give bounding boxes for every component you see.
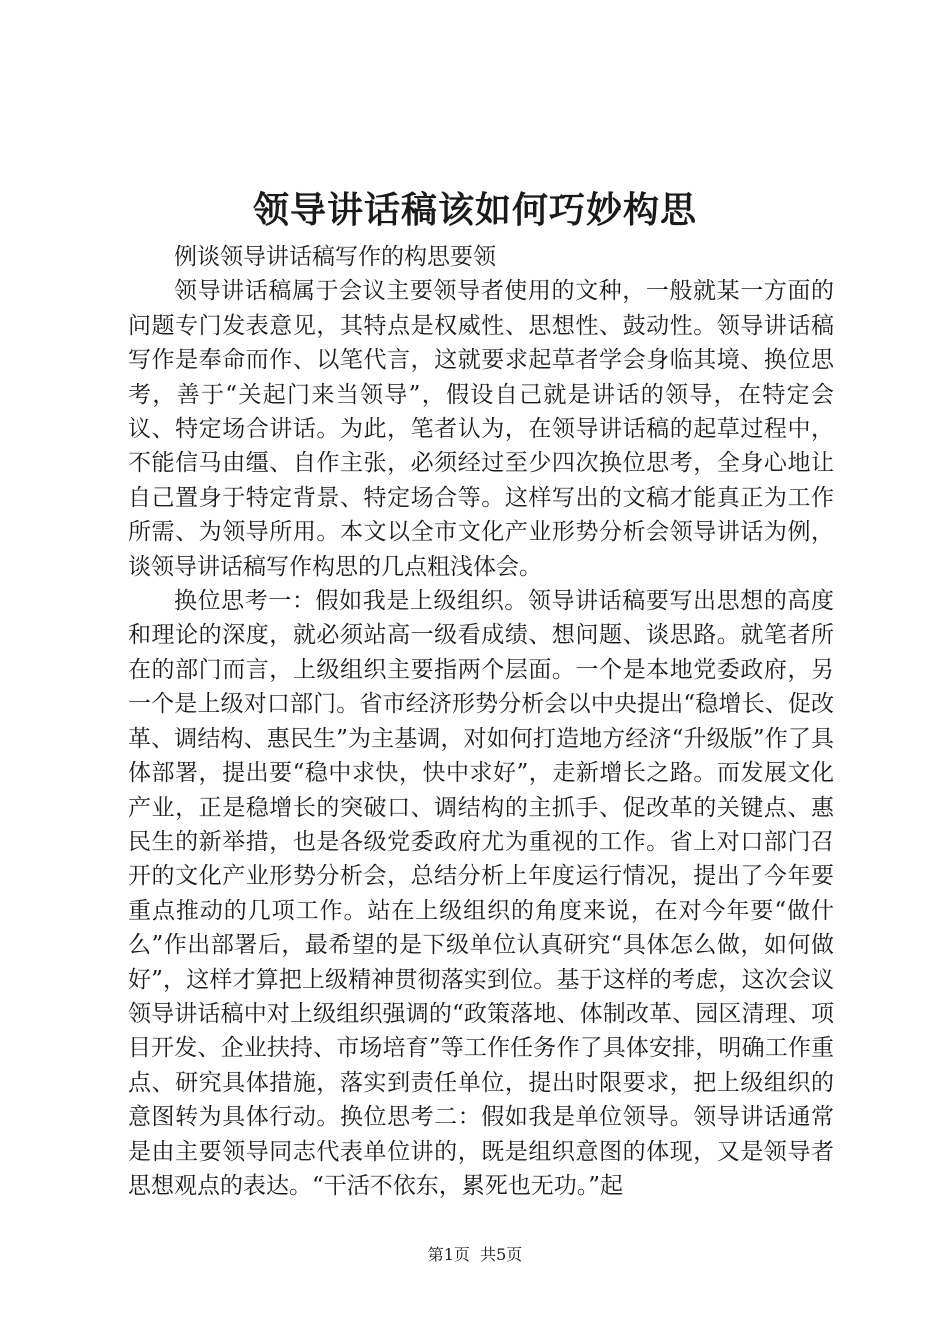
paragraph-subtitle: 例谈领导讲话稿写作的构思要领 [174,244,496,270]
document-body [128,240,834,1203]
paragraph-intro: 领导讲话稿属于会议主要领导者使用的文种，一般就某一方面的问题专门发表意见，其特点是权威性、思想性、鼓动性。领导讲话稿写作是奉命而作、以笔代言，这就要求起草者学会身临其境、换位思考，善于“关起门来当领导”，假设自己就是讲话的领导，在特定会议、特定场合讲话。为此，笔者认为，在领导讲话稿的起草过程中，不能信马由缰、自作主张，必须经过至少四次换位思考，全身心地让自己置身于特定背景、特定场合等。这样写出的文稿才能真正为工作所需、为领导所用。本文以全市文化产业形势分析会领导讲话为例，谈领导讲话稿写作构思的几点粗浅体会。 [128,278,834,580]
paragraph-perspective-one: 换位思考一：假如我是上级组织。领导讲话稿要写出思想的高度和理论的深度，就必须站高一级看成绩、想问题、谈思路。就笔者所在的部门而言，上级组织主要指两个层面。一个是本地党委政府，另一个是上级对口部门。省市经济形势分析会以中央提出“稳增长、促改革、调结构、惠民生”为主基调，对如何打造地方经济“升级版”作了具体部署，提出要“稳中求快，快中求好”，走新增长之路。而发展文化产业，正是稳增长的突破口、调结构的主抓手、促改革的关键点、惠民生的新举措，也是各级党委政府尤为重视的工作。省上对口部门召开的文化产业形势分析会，总结分析上年度运行情况，提出了今年要重点推动的几项工作。站在上级组织的角度来说，在对今年要“做什么”作出部署后，最希望的是下级单位认真研究“具体怎么做，如何做好”，这样才算把上级精神贯彻落实到位。基于这样的考虑，这次会议领导讲话稿中对上级组织强调的“政策落地、体制改革、园区清理、项目开发、企业扶持、市场培育”等工作任务作了具体安排，明确工作重点、研究具体措施，落实到责任单位，提出时限要求，把上级组织的意图转为具体行动。换位思考二：假如我是单位领导。领导讲话通常是由主要领导同志代表单位讲的，既是组织意图的体现，又是领导者思想观点的表达。“干活不依东，累死也无功。”起 [128,588,834,1199]
page-footer [0,1244,950,1266]
document-title: 领导讲话稿该如何巧妙构思 [252,189,697,231]
page-number: 第1页 [427,1245,470,1264]
page-total: 共5页 [480,1245,523,1264]
